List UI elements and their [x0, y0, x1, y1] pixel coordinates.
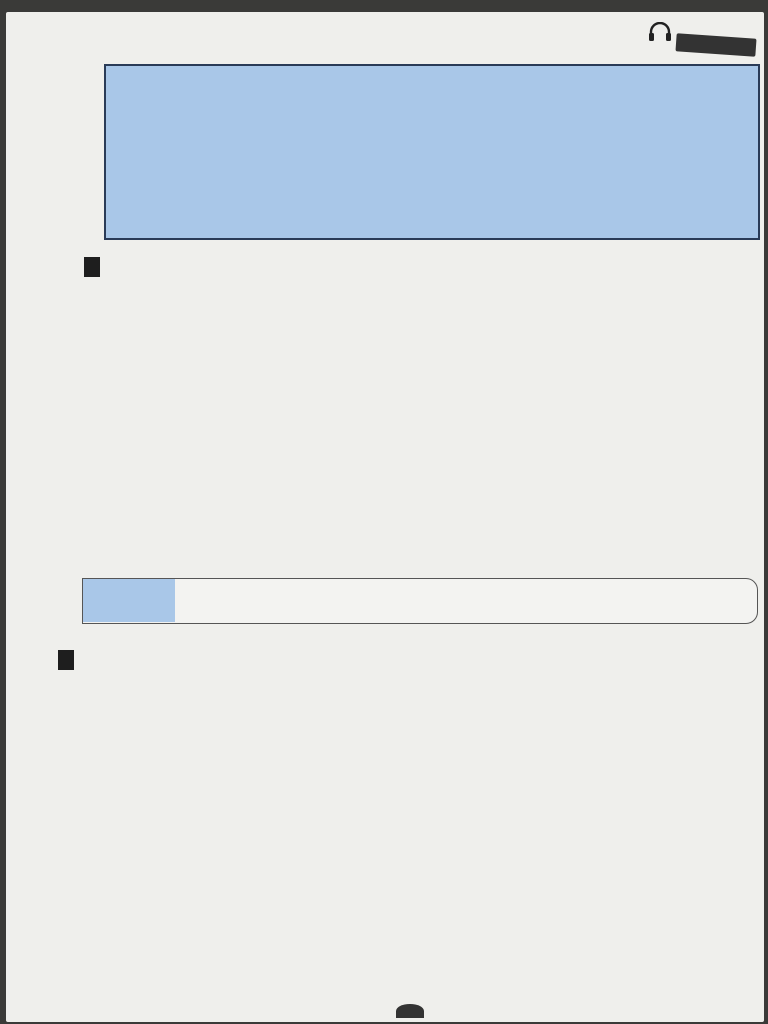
exercise-10-header [58, 650, 84, 670]
side-title [30, 42, 80, 312]
exercise-9-badge [84, 257, 100, 277]
mots-label [83, 579, 175, 622]
question-3 [62, 899, 82, 911]
page-number-tab [396, 1004, 424, 1018]
mots-expressions-box [82, 578, 758, 624]
exercise-9-header [84, 257, 110, 277]
question-1 [78, 697, 98, 709]
vocabulary-box [104, 64, 760, 240]
exercise-10-badge [58, 650, 74, 670]
headphones-icon [648, 22, 672, 42]
question-2 [66, 796, 86, 808]
